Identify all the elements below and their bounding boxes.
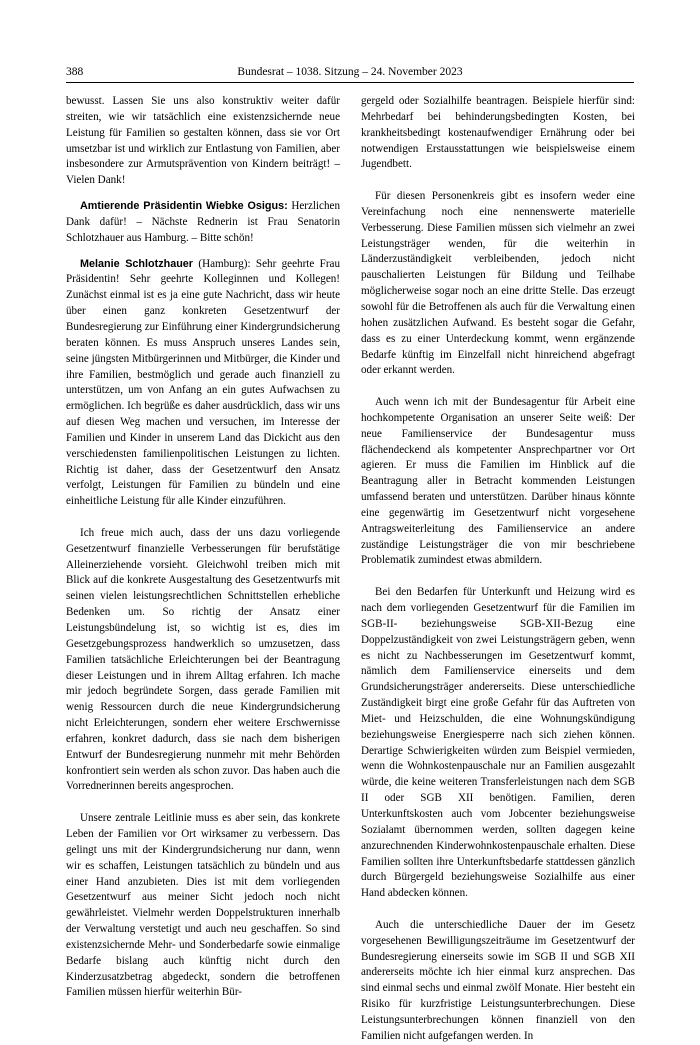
paragraph: Unsere zentrale Leitlinie muss es aber sein, das konkrete Leben der Familien vor Ort wirksamer zu verbessern. Das gelingt uns mit der Kindergrundsicherung nur dann, wenn wir es schaffen, Leistungen tatsächlich zu bündeln und aus einer Hand anzubieten. Dies ist mit dem vorliegenden Gesetzentwurf aus meiner Sicht jedoch noch nicht gewährleistet. Vielmehr werden Doppelstrukturen innerhalb der Verwaltung verstetigt und auch neu geschaffen. So sind existenzsichernde Mehr- und Sonderbedarfe sowie einmalige Bedarfe bislang auch künftig nicht durch den Kinderzusatzbetrag abgedeckt, sondern die betroffenen Familien müssen hierfür weiterhin Bür- [66, 812, 340, 999]
page-header [66, 66, 634, 82]
left-column [66, 94, 340, 1001]
speaker-name: Amtierende Präsidentin Wiebke Osigus: [80, 200, 288, 213]
paragraph: Ich freue mich auch, dass der uns dazu vorliegende Gesetzentwurf finanzielle Verbesserungen für berufstätige Alleinerziehende vorsieht. Gleichwohl treiben mich mit Blick auf die konkrete Ausgestaltung des Gesetzentwurfs mit seinen vielen leistungsrechtlichen Schnittstellen erhebliche Bedenken um. So richtig der Ansatz einer Leistungsbündelung ist, so wichtig ist es, dies im Gesetzgebungsprozess handwerklich so umzusetzen, dass Familien tatsächliche Erleichterungen bei der Beantragung dieser Leistungen und in ihrem Alltag erfahren. Ich mache mir jedoch begründete Sorgen, dass gerade Familien mit wenig Ressourcen durch die neue Kindergrundsicherung nicht Erleichterungen, sondern eher weitere Erschwernisse erfahren, konkret dadurch, dass sie nach dem bisherigen Entwurf der Bundesregierung nunmehr mit mehr Behörden konfrontiert sein werden als schon zuvor. Das haben auch die Vorrednerinnen bereits angesprochen. [66, 526, 340, 793]
header-title: Bundesrat – 1038. Sitzung – 24. November 2023 [237, 66, 463, 78]
paragraph: gergeld oder Sozialhilfe beantragen. Beispiele hierfür sind: Mehrbedarf bei behinderungsbedingten Kosten, bei krankheitsbedingt kostenaufwendiger Ernährung oder bei notwendigen Erstausstattungen wie beispielsweise einem Jugendbett. [361, 95, 635, 171]
paragraph: Auch wenn ich mit der Bundesagentur für Arbeit eine hochkompetente Organisation an unserer Seite weiß: Der neue Familienservice der Bundesagentur muss flächendeckend als kompetenter Ansprechpartner vor Ort agieren. Er muss die Familien im Hinblick auf die Beantragung aller in Betracht kommenden Leistungen umfassend beraten und unterstützen. Darüber hinaus könnte eine gegenwärtig im Gesetzentwurf nicht vorgesehene Antragsweiterleitung des Familienservice an andere zuständige Leistungsträger die von mir beschriebene Problematik zumindest etwas abmildern. [361, 396, 635, 567]
speaker-name: Melanie Schlotzhauer [80, 257, 193, 270]
speaker-text: Herzlichen Dank dafür! – Nächste Rednerin ist Frau Senatorin Schlotzhauer aus Hamburg. – Bitte schön! [66, 200, 341, 244]
speaker-paragraph [66, 199, 340, 247]
speaker-text: (Hamburg): Sehr geehrte Frau Präsidentin! Sehr geehrte Kolleginnen und Kollegen! Zunächst einmal ist es ja eine gute Nachricht, dass wir heute über einen ganz konkreten Gesetzentwurf der Bundesregierung zur Einführung einer Kindergrundsicherung beraten können. Es muss Anspruch unseres Landes sein, seine jüngsten Mitbürgerinnen und Mitbürger, die Kinder und ihre Familien, bestmöglich und gerade auch finanziell zu unterstützen, um von Anfang an ein gutes Aufwachsen zu ermöglichen. Ich begrüße es daher ausdrücklich, dass wir uns auf diesen Weg machen und versuchen, im Interesse der Familien und Kinder in unserem Land das Dickicht aus den verschiedensten familienpolitischen Leistungen zu lichten. Richtig ist daher, dass der Gesetzentwurf den Ansatz verfolgt, Leistungen für Familien zu bündeln und eine einheitliche Leistung für alle Kinder einzuführen. [66, 257, 340, 508]
speaker-paragraph [66, 257, 340, 511]
paragraph: Auch die unterschiedliche Dauer der im Gesetz vorgesehenen Bewilligungszeiträume im Gesetzentwurf der Bundesregierung einerseits sowie im SGB II und SGB XII andererseits möchte ich hier einmal kurz ansprechen. Das sind einmal sechs und einmal zwölf Monate. Hier besteht ein Risiko für kurzfristige Leistungsunterbrechungen. Diese Leistungsunterbrechungen können finanziell von den Familien nicht aufgefangen werden. In [361, 918, 635, 1042]
paragraph: Für diesen Personenkreis gibt es insofern weder eine Vereinfachung noch eine nennenswerte materielle Verbesserung. Diese Familien müssen sich vielmehr an zwei Leistungsträger wenden, für die weiterhin in Länderzuständigkeit verbleibenden, jedoch nicht pauschalierten Leistungen für Bildung und Teilhabe möglicherweise sogar noch an eine dritte Stelle. Das erzeugt sowohl für die Betroffenen als auch für die Verwaltung einen hohen zusätzlichen Aufwand. Es besteht sogar die Gefahr, dass es zu einer Unterdeckung kommt, wenn ergänzende Bedarfe künftig im Einzelfall nicht hinreichend abgefragt oder erkannt werden. [361, 190, 635, 377]
right-column [361, 94, 635, 1045]
header-rule [66, 82, 634, 83]
paragraph: Bei den Bedarfen für Unterkunft und Heizung wird es nach dem vorliegenden Gesetzentwurf für die Familien im SGB-II- beziehungsweise SGB-XII-Bezug eine Doppelzuständigkeit von zwei Leistungsträgern geben, wenn es nicht zu Nachbesserungen im Gesetzentwurf kommt, nämlich dem Familienservice einerseits und dem Grundsicherungsträger andererseits. Diese unterschiedliche Zuständigkeit birgt eine große Gefahr für das Auftreten von Miet- und Heizschulden, die eine Wohnungskündigung beziehungsweise Energiesperre nach sich ziehen können. Derartige Schwierigkeiten würden zum Beispiel vermieden, wenn die Wohnkostenpauschale nur an Familien ausgezahlt würde, die keine weiteren Transferleistungen nach dem SGB II oder SGB XII benötigen. Familien, deren Unterkunftskosten auch vom Jobcenter beziehungsweise Sozialamt übernommen werden, sollten dagegen keine anzurechnenden Kinderwohnkostenpauschale erhalten. Diese Familien sollten ihre Unterkunftsbedarfe stattdessen gänzlich durch Bürgergeld beziehungsweise Sozialhilfe aus einer Hand abdecken können. [361, 586, 635, 900]
page-number: 388 [66, 66, 84, 78]
paragraph: bewusst. Lassen Sie uns also konstruktiv weiter dafür streiten, wie wir tatsächlich eine existenzsichernde neue Leistung für Familien so gestalten können, dass sie vor Ort umsetzbar ist und wirklich zur Entlastung von Familien, aber insbesondere zur Armutsprävention von Kindern beiträgt! – Vielen Dank! [66, 95, 340, 187]
